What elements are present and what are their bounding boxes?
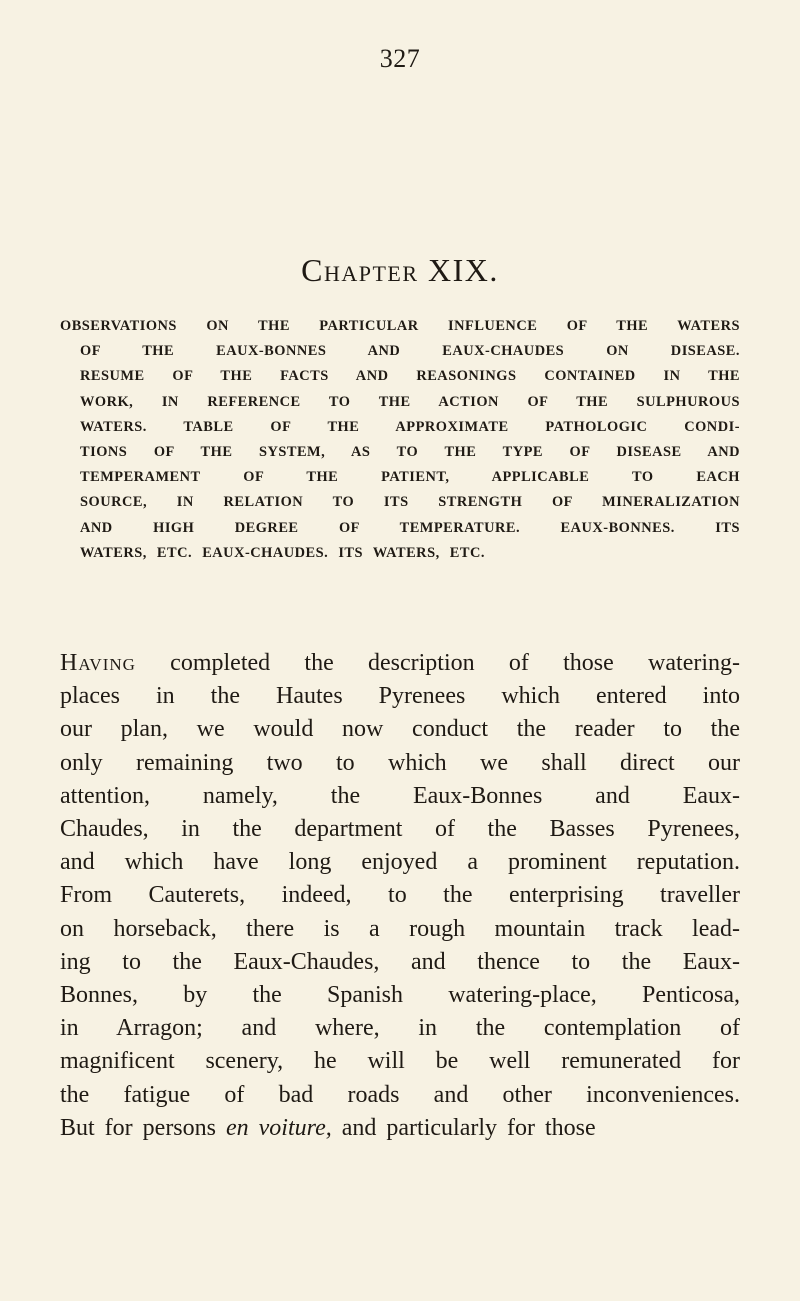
body-line-text: and particularly for those — [331, 1114, 596, 1141]
body-line: Chaudes, in the department of the Basses Pyrenees, — [60, 816, 740, 843]
page-number: 327 — [379, 44, 421, 73]
body-line-text: completed the description of those watering- — [135, 650, 740, 676]
chapter-summary — [60, 314, 740, 566]
body-line: attention, namely, the Eaux-Bonnes and Eaux- — [60, 782, 740, 809]
summary-line: TIONS OF THE SYSTEM, AS TO THE TYPE OF DISEASE AND — [80, 444, 740, 461]
summary-line: OBSERVATIONS ON THE PARTICULAR INFLUENCE OF THE WATERS — [60, 318, 740, 334]
body-line-text: But for persons — [60, 1114, 226, 1141]
body-line: places in the Hautes Pyrenees which entered into — [60, 683, 740, 710]
summary-line: AND HIGH DEGREE OF TEMPERATURE. EAUX-BONNES. ITS — [80, 519, 740, 536]
chapter-title: Chapter XIX. — [301, 252, 499, 288]
body-line: our plan, we would now conduct the reader to the — [60, 716, 740, 743]
lead-word: Having — [60, 650, 136, 676]
body-line: on horseback, there is a rough mountain track lead- — [60, 915, 740, 942]
body-line: and which have long enjoyed a prominent reputation. — [60, 849, 740, 876]
body-line: only remaining two to which we shall direct our — [60, 749, 740, 776]
body-line: Bonnes, by the Spanish watering-place, Penticosa, — [60, 982, 740, 1009]
body-line: magnificent scenery, he will be well remunerated for — [60, 1048, 740, 1075]
summary-line: SOURCE, IN RELATION TO ITS STRENGTH OF MINERALIZATION — [80, 494, 740, 511]
summary-line: WATERS, ETC. EAUX-CHAUDES. ITS WATERS, ETC. — [80, 544, 485, 561]
summary-line: OF THE EAUX-BONNES AND EAUX-CHAUDES ON DISEASE. — [80, 343, 740, 360]
body-line — [60, 1112, 740, 1145]
body-paragraph — [60, 647, 740, 1145]
body-line: in Arragon; and where, in the contemplation of — [60, 1015, 740, 1042]
summary-line: WORK, IN REFERENCE TO THE ACTION OF THE SULPHUROUS — [80, 393, 740, 410]
italic-phrase: en voiture, — [225, 1114, 332, 1141]
body-line: ing to the Eaux-Chaudes, and thence to the Eaux- — [60, 948, 740, 975]
body-line — [60, 647, 740, 680]
summary-line: WATERS. TABLE OF THE APPROXIMATE PATHOLOGIC CONDI- — [80, 418, 740, 435]
summary-line: TEMPERAMENT OF THE PATIENT, APPLICABLE TO EACH — [80, 469, 740, 486]
summary-line: RESUME OF THE FACTS AND REASONINGS CONTAINED IN THE — [80, 368, 740, 385]
body-line: From Cauterets, indeed, to the enterprising traveller — [60, 882, 740, 909]
body-line: the fatigue of bad roads and other inconveniences. — [60, 1081, 740, 1108]
